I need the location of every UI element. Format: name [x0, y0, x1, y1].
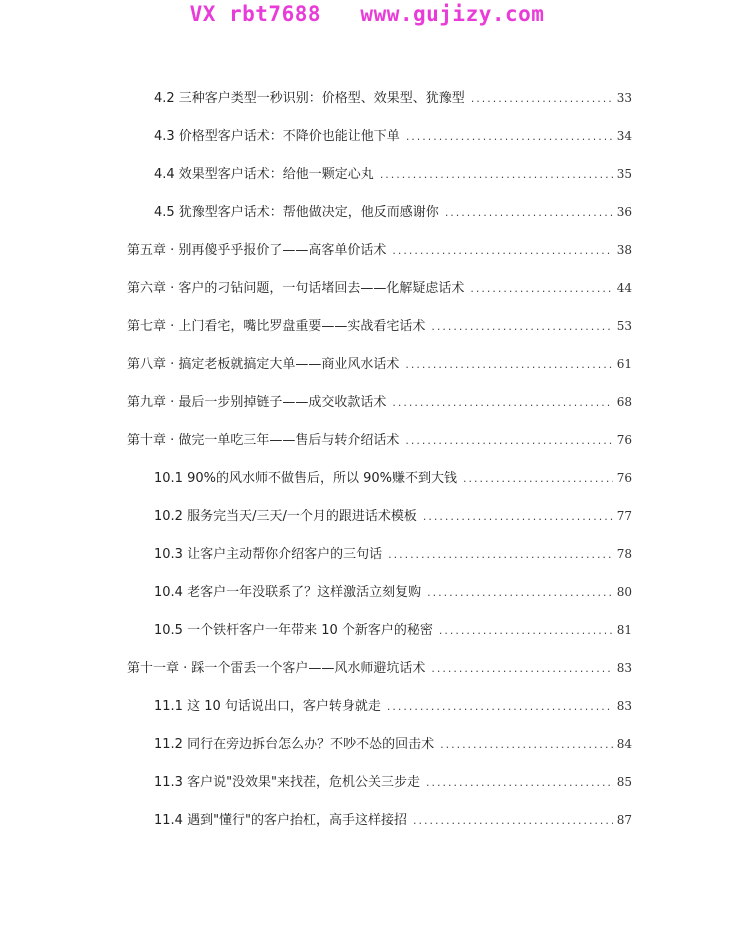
- toc-entry[interactable]: [154, 123, 632, 149]
- toc-entry-title: 10.4 老客户一年没联系了？这样激活立刻复购: [154, 585, 422, 600]
- toc-page-number: 76: [616, 433, 632, 447]
- toc-dot-leader: [413, 808, 613, 834]
- toc-page-number: 33: [616, 91, 632, 105]
- toc-page-number: 36: [616, 205, 632, 219]
- toc-page-number: 87: [616, 813, 632, 827]
- toc-dot-leader: [463, 466, 613, 492]
- toc-entry-title: 第十一章 · 踩一个雷丢一个客户——风水师避坑话术: [127, 661, 426, 676]
- toc-page-number: 77: [616, 509, 632, 523]
- toc-dot-leader: [426, 770, 613, 796]
- toc-chapter-entry[interactable]: [127, 237, 632, 263]
- toc-chapter-entry[interactable]: [127, 275, 632, 301]
- toc-page-number: 78: [616, 547, 632, 561]
- toc-page-number: 76: [616, 471, 632, 485]
- toc-dot-leader: [380, 162, 613, 188]
- toc-dot-leader: [405, 428, 612, 454]
- toc-page-number: 85: [616, 775, 632, 789]
- toc-page-number: 83: [616, 661, 632, 675]
- toc-entry-title: 11.1 这 10 句话说出口，客户转身就走: [154, 699, 381, 714]
- toc-entry-title: 11.4 遇到"懂行"的客户抬杠，高手这样接招: [154, 813, 408, 828]
- toc-entry-title: 4.4 效果型客户话术：给他一颗定心丸: [154, 167, 374, 182]
- toc-chapter-entry[interactable]: [127, 427, 632, 453]
- toc-entry-title: 第五章 · 别再傻乎乎报价了——高客单价话术: [127, 243, 387, 258]
- toc-entry[interactable]: [154, 769, 632, 795]
- toc-page-number: 84: [616, 737, 632, 751]
- toc-dot-leader: [440, 732, 613, 758]
- toc-page-number: 61: [616, 357, 632, 371]
- toc-entry-title: 4.3 价格型客户话术：不降价也能让他下单: [154, 129, 400, 144]
- toc-page-number: 81: [616, 623, 632, 637]
- toc-entry-title: 第九章 · 最后一步别掉链子——成交收款话术: [127, 395, 387, 410]
- toc-dot-leader: [445, 200, 613, 226]
- toc-entry[interactable]: [154, 731, 632, 757]
- toc-dot-leader: [406, 124, 613, 150]
- toc-entry-title: 11.2 同行在旁边拆台怎么办？不吵不怂的回击术: [154, 737, 435, 752]
- toc-chapter-entry[interactable]: [127, 389, 632, 415]
- toc-dot-leader: [439, 618, 613, 644]
- watermark: VX rbt7688 www.gujizy.com: [189, 2, 545, 26]
- toc-entry[interactable]: [154, 617, 632, 643]
- toc-entry-title: 10.5 一个铁杆客户一年带来 10 个新客户的秘密: [154, 623, 433, 638]
- toc-dot-leader: [471, 86, 613, 112]
- toc-dot-leader: [423, 504, 613, 530]
- toc-dot-leader: [392, 238, 612, 264]
- toc-page-number: 34: [616, 129, 632, 143]
- toc-dot-leader: [392, 390, 612, 416]
- toc-page-number: 80: [616, 585, 632, 599]
- toc-page-number: 44: [616, 281, 632, 295]
- toc-entry-title: 10.1 90%的风水师不做售后，所以 90%赚不到大钱: [154, 471, 457, 486]
- toc-entry-title: 第七章 · 上门看宅，嘴比罗盘重要——实战看宅话术: [127, 319, 426, 334]
- toc-dot-leader: [388, 542, 613, 568]
- toc-dot-leader: [470, 276, 612, 302]
- toc-entry-title: 10.3 让客户主动帮你介绍客户的三句话: [154, 547, 383, 562]
- toc-entry[interactable]: [154, 161, 632, 187]
- toc-page-number: 68: [616, 395, 632, 409]
- toc-page-number: 83: [616, 699, 632, 713]
- toc-chapter-entry[interactable]: [127, 313, 632, 339]
- toc-entry[interactable]: [154, 503, 632, 529]
- toc-dot-leader: [387, 694, 613, 720]
- toc-entry[interactable]: [154, 693, 632, 719]
- toc-entry-title: 第十章 · 做完一单吃三年——售后与转介绍话术: [127, 433, 400, 448]
- toc-entry[interactable]: [154, 579, 632, 605]
- toc-entry-title: 第八章 · 搞定老板就搞定大单——商业风水话术: [127, 357, 400, 372]
- toc-dot-leader: [427, 580, 613, 606]
- toc-page-number: 53: [616, 319, 632, 333]
- toc-entry[interactable]: [154, 465, 632, 491]
- toc-page-number: 38: [616, 243, 632, 257]
- toc-dot-leader: [405, 352, 612, 378]
- toc-entry[interactable]: [154, 85, 632, 111]
- toc-entry-title: 10.2 服务完当天/三天/一个月的跟进话术模板: [154, 509, 417, 524]
- toc-entry-title: 第六章 · 客户的刁钻问题，一句话堵回去——化解疑虑话术: [127, 281, 465, 296]
- toc-chapter-entry[interactable]: [127, 351, 632, 377]
- toc-entry-title: 4.2 三种客户类型一秒识别：价格型、效果型、犹豫型: [154, 91, 465, 106]
- toc-entry-title: 4.5 犹豫型客户话术：帮他做决定，他反而感谢你: [154, 205, 439, 220]
- toc-chapter-entry[interactable]: [127, 655, 632, 681]
- toc-entry[interactable]: [154, 199, 632, 225]
- toc-entry[interactable]: [154, 541, 632, 567]
- toc-page-number: 35: [616, 167, 632, 181]
- toc-dot-leader: [431, 656, 612, 682]
- toc-entry[interactable]: [154, 807, 632, 833]
- toc-dot-leader: [431, 314, 612, 340]
- toc-entry-title: 11.3 客户说"没效果"来找茬，危机公关三步走: [154, 775, 421, 790]
